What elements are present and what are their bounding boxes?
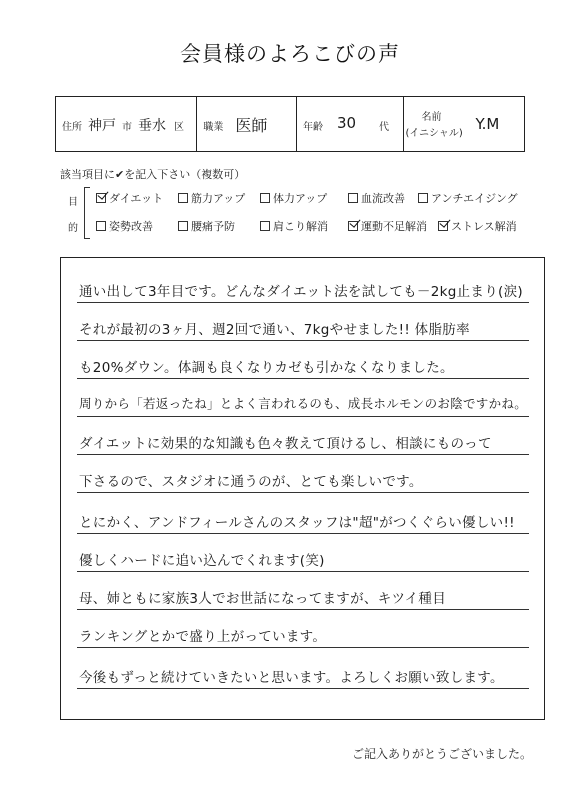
option-label: 姿勢改善 bbox=[109, 220, 153, 233]
address-pref: 神戸 bbox=[88, 118, 116, 134]
checkbox[interactable] bbox=[418, 193, 428, 203]
info-table bbox=[55, 96, 525, 152]
name-sub-label: (イニシャル) bbox=[405, 128, 463, 139]
option-2[interactable] bbox=[260, 190, 327, 206]
comment-line: ランキングとかで盛り上がっています。 bbox=[79, 629, 327, 645]
option-4[interactable] bbox=[418, 190, 518, 206]
checkbox[interactable] bbox=[260, 221, 270, 231]
ruled-line bbox=[77, 416, 529, 417]
comment-line: 通い出して3年目です。どんなダイエット法を試しても－2kg止まり(涙) bbox=[79, 284, 523, 300]
ruled-line bbox=[77, 688, 529, 689]
age-label: 年齢 bbox=[302, 122, 323, 133]
address-cell bbox=[56, 97, 197, 151]
option-label: 血流改善 bbox=[361, 192, 405, 205]
option-7[interactable] bbox=[260, 218, 328, 234]
ruled-line bbox=[77, 340, 529, 341]
instruction-text: 該当項目に✔を記入下さい（複数可） bbox=[60, 168, 246, 181]
ruled-line bbox=[77, 609, 529, 610]
option-label: 肩こり解消 bbox=[273, 220, 328, 233]
comment-line: 下さるので、スタジオに通うのが、とても楽しいです。 bbox=[79, 474, 423, 490]
checkbox-checked[interactable] bbox=[96, 193, 106, 203]
option-label: ダイエット bbox=[109, 192, 164, 205]
option-6[interactable] bbox=[178, 218, 235, 234]
option-3[interactable] bbox=[348, 190, 405, 206]
name-value: Y.M bbox=[475, 115, 500, 133]
checkbox[interactable] bbox=[96, 221, 106, 231]
ruled-line bbox=[77, 454, 529, 455]
option-label: ストレス解消 bbox=[451, 220, 517, 233]
checkbox[interactable] bbox=[348, 193, 358, 203]
age-unit: 代 bbox=[378, 122, 389, 133]
ruled-line bbox=[77, 571, 529, 572]
address-ward: 垂水 bbox=[138, 118, 166, 134]
comment-line: とにかく、アンドフィールさんのスタッフは"超"がつくぐらい優しい!! bbox=[79, 515, 515, 531]
checkbox-checked[interactable] bbox=[438, 221, 448, 231]
purpose-label: 目的 bbox=[68, 197, 78, 234]
comment-line: も20%ダウン。体調も良くなりカゼも引かなくなりました。 bbox=[79, 360, 454, 376]
job-label: 職業 bbox=[203, 122, 224, 133]
age-cell bbox=[297, 97, 404, 151]
closing-message: ご記入ありがとうございました。 bbox=[351, 747, 532, 761]
name-label: 名前 bbox=[421, 112, 442, 123]
option-label: 筋力アップ bbox=[191, 192, 246, 205]
option-1[interactable] bbox=[178, 190, 245, 206]
job-value: 医師 bbox=[235, 116, 268, 135]
comment-line: それが最初の3ヶ月、週2回で通い、7kgやせました!! 体脂肪率 bbox=[79, 322, 470, 338]
option-8[interactable] bbox=[348, 218, 427, 234]
option-label: 運動不足解消 bbox=[361, 220, 427, 233]
checkbox[interactable] bbox=[260, 193, 270, 203]
checkbox-checked[interactable] bbox=[348, 221, 358, 231]
comment-line: 周りから「若返ったね」とよく言われるのも、成長ホルモンのお陰ですかね。 bbox=[79, 396, 528, 411]
ruled-line bbox=[77, 302, 529, 303]
address-ward-label: 区 bbox=[174, 122, 184, 133]
ruled-line bbox=[77, 492, 529, 493]
comment-line: 母、姉ともに家族3人でお世話になってますが、キツイ種目 bbox=[79, 591, 447, 607]
ruled-line bbox=[77, 378, 529, 379]
ruled-line bbox=[77, 533, 529, 534]
option-label: 体力アップ bbox=[273, 192, 328, 205]
page-title: 会員様のよろこびの声 bbox=[180, 42, 400, 66]
option-5[interactable] bbox=[96, 218, 153, 234]
option-9[interactable] bbox=[438, 218, 517, 234]
option-label: アンチエイジング bbox=[431, 192, 518, 205]
address-label: 住所 bbox=[62, 122, 82, 133]
ruled-line bbox=[77, 647, 529, 648]
name-cell bbox=[404, 97, 524, 151]
checkbox[interactable] bbox=[178, 221, 188, 231]
comment-line: 今後もずっと続けていきたいと思います。よろしくお願い致します。 bbox=[79, 670, 504, 686]
purpose-bracket bbox=[84, 187, 90, 239]
comment-box bbox=[60, 257, 545, 720]
address-city-label: 市 bbox=[122, 122, 132, 133]
option-0[interactable] bbox=[96, 190, 163, 206]
comment-line: ダイエットに効果的な知識も色々教えて頂けるし、相談にものって bbox=[79, 436, 492, 452]
age-value: 30 bbox=[336, 114, 357, 132]
comment-line: 優しくハードに追い込んでくれます(笑) bbox=[79, 553, 325, 569]
checkbox[interactable] bbox=[178, 193, 188, 203]
job-cell bbox=[197, 97, 297, 151]
option-label: 腰痛予防 bbox=[191, 220, 235, 233]
